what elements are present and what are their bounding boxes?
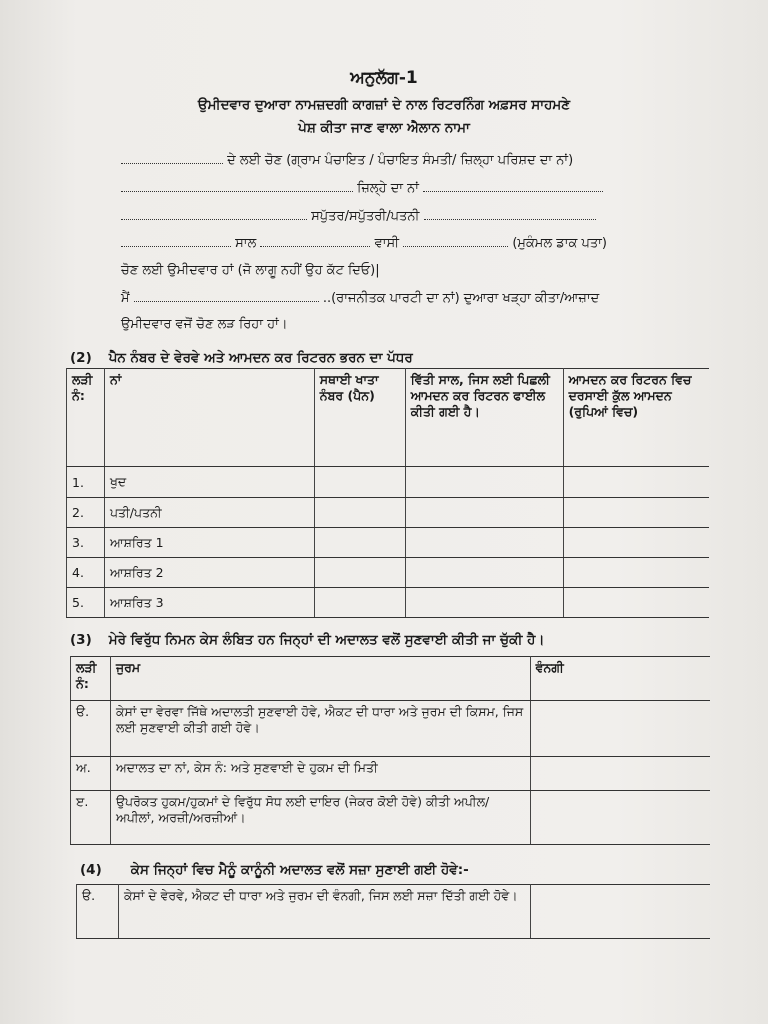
blank-field[interactable] [121,235,231,247]
section-number: (4) [80,862,102,878]
row-text: ਅਦਾਲਤ ਦਾ ਨਾਂ, ਕੇਸ ਨੰ: ਅਤੇ ਸੁਣਵਾਈ ਦੇ ਹੁਕਮ ਦੀ ਮਿਤੀ [110,757,530,791]
form-line-district [121,180,603,196]
resident-label: ਵਾਸੀ [374,236,400,251]
table-row [67,528,710,558]
form-line-party [121,290,599,306]
form-line-contesting: ਉਮੀਦਵਾਰ ਵਜੋਂ ਚੋਣ ਲੜ ਰਿਹਾ ਹਾਂ। [121,317,288,332]
pan-cell[interactable] [314,558,405,588]
relation-label: ਸਪੁੱਤਰ/ਸਪੁੱਤਰੀ/ਪਤਨੀ [311,209,420,224]
entry-cell[interactable] [530,757,710,791]
year-cell[interactable] [405,558,563,588]
section-number: (3) [70,632,92,648]
row-serial: ੳ. [77,885,119,939]
pan-cell[interactable] [314,498,405,528]
income-cell[interactable] [563,558,709,588]
table-row [67,498,710,528]
section-title: ਮੇਰੇ ਵਿਰੁੱਧ ਨਿਮਨ ਕੇਸ ਲੰਬਿਤ ਹਨ ਜਿਨ੍ਹਾਂ ਦੀ ਅਦਾਲਤ ਵਲੋਂ ਸੁਣਵਾਈ ਕੀਤੀ ਜਾ ਚੁੱਕੀ ਹੈ। [108,632,545,648]
section-2-heading [70,350,413,366]
header-pan: ਸਥਾਈ ਖਾਤਾ ਨੰਬਰ (ਪੈਨ) [314,369,405,467]
header-offence: ਜੁਰਮ [110,657,530,701]
i-label: ਮੈਂ [121,291,130,306]
year-cell[interactable] [405,467,563,498]
table-row [67,558,710,588]
section-number: (2) [70,350,92,366]
table-row [67,467,710,498]
header-category: ਵੰਨਗੀ [530,657,710,701]
header-total-income: ਆਮਦਨ ਕਰ ਰਿਟਰਨ ਵਿਚ ਦਰਸਾਈ ਕੁੱਲ ਆਮਦਨ (ਰੁਪਿਆਂ ਵਿਚ) [563,369,709,467]
header-financial-year: ਵਿੱਤੀ ਸਾਲ, ਜਿਸ ਲਈ ਪਿਛਲੀ ਆਮਦਨ ਕਰ ਰਿਟਰਨ ਫਾਈਲ ਕੀਤੀ ਗਈ ਹੈ। [405,369,563,467]
table-row [77,885,711,939]
pending-cases-table [70,656,710,845]
blank-field[interactable] [134,290,319,302]
form-line-age-address [121,235,607,251]
age-label: ਸਾਲ [235,236,257,251]
header-name: ਨਾਂ [104,369,314,467]
pan-cell[interactable] [314,588,405,618]
row-serial: 3. [67,528,105,558]
entry-cell[interactable] [530,701,710,757]
row-serial: ੲ. [71,791,111,845]
blank-field[interactable] [121,208,307,220]
row-serial: ੳ. [71,701,111,757]
address-label: (ਮੁਕੰਮਲ ਡਾਕ ਪਤਾ) [512,236,607,251]
blank-field[interactable] [260,235,370,247]
blank-field[interactable] [121,180,353,192]
table-header-row [71,657,711,701]
income-cell[interactable] [563,528,709,558]
income-cell[interactable] [563,498,709,528]
table-row [71,757,711,791]
income-cell[interactable] [563,467,709,498]
blank-field[interactable] [423,180,603,192]
header-serial: ਲੜੀ ਨੰ: [67,369,105,467]
row-name: ਆਸ਼ਰਿਤ 1 [104,528,314,558]
pan-cell[interactable] [314,528,405,558]
entry-cell[interactable] [530,885,710,939]
convictions-table [76,884,710,939]
table-row [71,791,711,845]
row-name: ਪਤੀ/ਪਤਨੀ [104,498,314,528]
table-row [67,588,710,618]
table-row [71,701,711,757]
blank-field[interactable] [424,208,596,220]
form-line-relation [121,208,596,224]
year-cell[interactable] [405,498,563,528]
section-title: ਪੈਨ ਨੰਬਰ ਦੇ ਵੇਰਵੇ ਅਤੇ ਆਮਦਨ ਕਰ ਰਿਟਰਨ ਭਰਨ ਦਾ ਪੱਧਰ [108,350,413,366]
section-3-heading [70,632,544,648]
year-cell[interactable] [405,528,563,558]
row-text: ਕੇਸਾਂ ਦਾ ਵੇਰਵਾ ਜਿੱਥੇ ਅਦਾਲਤੀ ਸੁਣਵਾਈ ਹੋਵੇ, ਐਕਟ ਦੀ ਧਾਰਾ ਅਤੇ ਜੁਰਮ ਦੀ ਕਿਸਮ, ਜਿਸ ਲਈ ਸੁਣਵਾਈ ਕੀਤੀ ਗਈ ਹੋਵੇ। [110,701,530,757]
row-name: ਖੁਦ [104,467,314,498]
blank-field[interactable] [121,152,223,164]
annexure-title: ਅਨੁਲੱਗ-1 [350,68,418,88]
heading-line-2: ਪੇਸ਼ ਕੀਤਾ ਜਾਣ ਵਾਲਾ ਐਲਾਨ ਨਾਮਾ [298,120,470,136]
year-cell[interactable] [405,588,563,618]
row-text: ਕੇਸਾਂ ਦੇ ਵੇਰਵੇ, ਐਕਟ ਦੀ ਧਾਰਾ ਅਤੇ ਜੁਰਮ ਦੀ ਵੰਨਗੀ, ਜਿਸ ਲਈ ਸਜ਼ਾ ਦਿੱਤੀ ਗਈ ਹੋਵੇ। [118,885,530,939]
section-4-heading [80,862,469,878]
table-header-row [67,369,710,467]
row-serial: 2. [67,498,105,528]
row-serial: 1. [67,467,105,498]
party-label: ..(ਰਾਜਨੀਤਕ ਪਾਰਟੀ ਦਾ ਨਾਂ) ਦੁਆਰਾ ਖੜ੍ਹਾ ਕੀਤਾ/ਆਜ਼ਾਦ [322,291,600,306]
row-name: ਆਸ਼ਰਿਤ 2 [104,558,314,588]
blank-field[interactable] [403,235,508,247]
row-serial: ਅ. [71,757,111,791]
pan-cell[interactable] [314,467,405,498]
row-name: ਆਸ਼ਰਿਤ 3 [104,588,314,618]
entry-cell[interactable] [530,791,710,845]
row-text: ਉਪਰੋਕਤ ਹੁਕਮ/ਹੁਕਮਾਂ ਦੇ ਵਿਰੁੱਧ ਸੋਧ ਲਈ ਦਾਇਰ (ਜੇਕਰ ਕੋਈ ਹੋਵੇ) ਕੀਤੀ ਅਪੀਲ/ਅਪੀਲਾਂ, ਅਰਜ਼ੀ/ਅਰਜ਼ੀਆਂ। [110,791,530,845]
district-label: ਜ਼ਿਲ੍ਹੇ ਦਾ ਨਾਂ [357,181,419,196]
heading-line-1: ਉਮੀਦਵਾਰ ਦੁਆਰਾ ਨਾਮਜ਼ਦਗੀ ਕਾਗਜ਼ਾਂ ਦੇ ਨਾਲ ਰਿਟਰਨਿੰਗ ਅਫ਼ਸਰ ਸਾਹਮਣੇ [197,97,571,113]
header-serial: ਲੜੀ ਨੰ: [71,657,111,701]
income-cell[interactable] [563,588,709,618]
row-serial: 4. [67,558,105,588]
form-line-election [121,152,573,168]
pan-income-table [66,368,709,618]
form-line-candidate: ਚੋਣ ਲਈ ਉਮੀਦਵਾਰ ਹਾਂ (ਜੋ ਲਾਗੂ ਨਹੀਂ ਉਹ ਕੱਟ ਦਿਓ)| [121,263,380,278]
election-label: ਦੇ ਲਈ ਚੋਣ (ਗ੍ਰਾਮ ਪੰਚਾਇਤ / ਪੰਚਾਇਤ ਸੰਮਤੀ/ ਜ਼ਿਲ੍ਹਾ ਪਰਿਸ਼ਦ ਦਾ ਨਾਂ) [227,153,574,168]
row-serial: 5. [67,588,105,618]
section-title: ਕੇਸ ਜਿਨ੍ਹਾਂ ਵਿਚ ਮੈਨੂੰ ਕਾਨੂੰਨੀ ਅਦਾਲਤ ਵਲੋਂ ਸਜ਼ਾ ਸੁਣਾਈ ਗਈ ਹੋਵੇ:- [130,862,469,878]
